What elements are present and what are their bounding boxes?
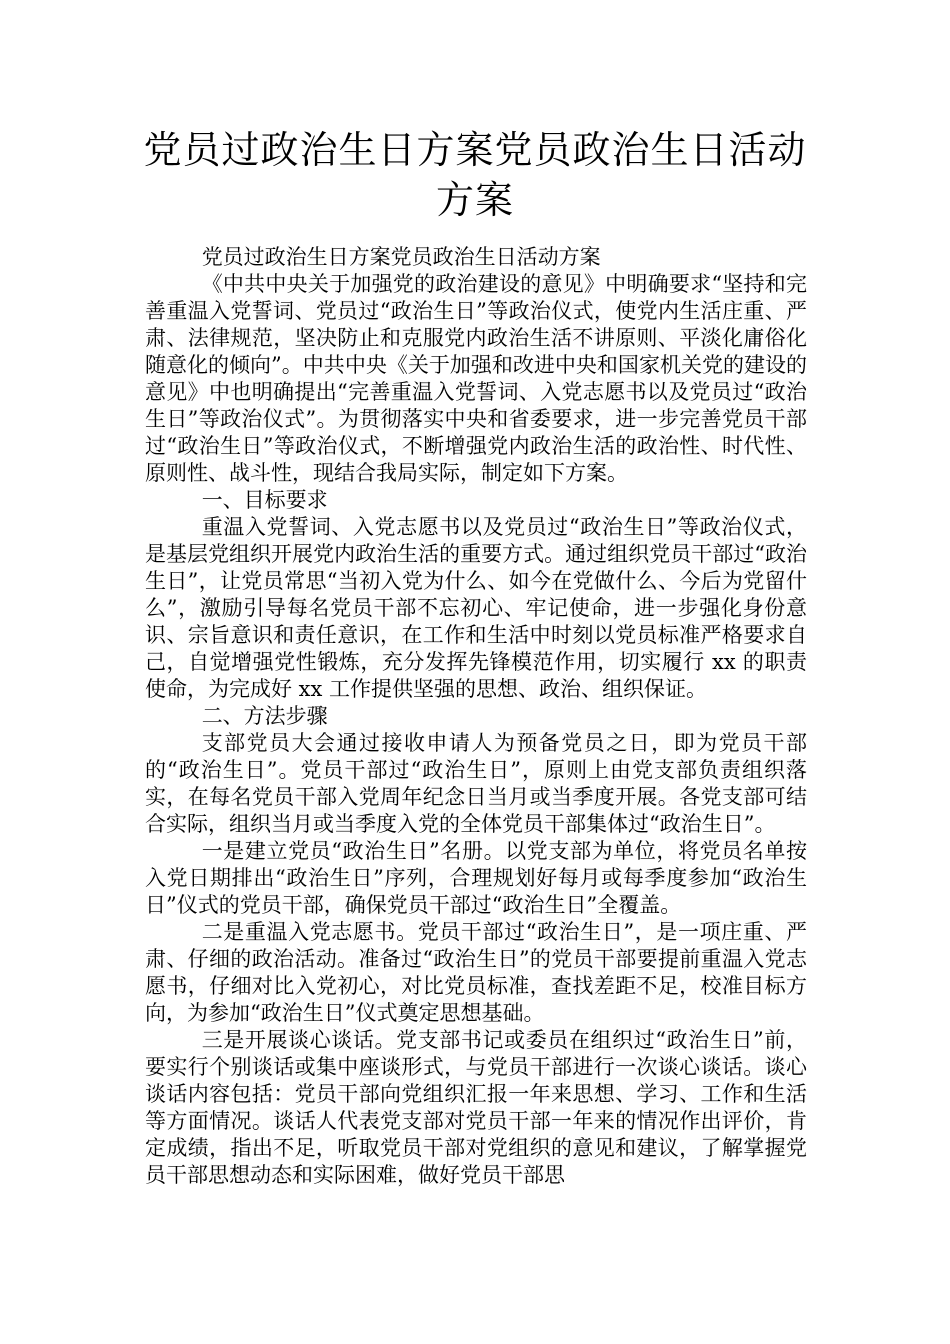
paragraph-step-one: 一是建立党员“政治生日”名册。以党支部为单位，将党员名单按入党日期排出“政治生日”序列，合理规划好每月或每季度参加“政治生日”仪式的党员干部，确保党员干部过“政治生日”全覆盖。 xyxy=(145,839,807,917)
paragraph-step-three: 三是开展谈心谈话。党支部书记或委员在组织过“政治生日”前，要实行个别谈话或集中座谈形式，与党员干部进行一次谈心谈话。谈心谈话内容包括：党员干部向党组织汇报一年来思想、学习、工作和生活等方面情况。谈话人代表党支部对党员干部一年来的情况作出评价，肯定成绩，指出不足，听取党员干部对党组织的意见和建议，了解掌握党员干部思想动态和实际困难，做好党员干部思 xyxy=(145,1028,807,1187)
document-title: 党员过政治生日方案党员政治生日活动方案 xyxy=(143,128,807,222)
paragraph-intro: 《中共中央关于加强党的政治建设的意见》中明确要求“坚持和完善重温入党誓词、党员过“政治生日”等政治仪式，使党内生活庄重、严肃、法律规范，坚决防止和克服党内政治生活不讲原则、平淡化庸俗化随意化的倾向”。中共中央《关于加强和改进中央和国家机关党的建设的意见》中也明确提出“完善重温入党誓词、入党志愿书以及党员过“政治生日”等政治仪式”。为贯彻落实中央和省委要求，进一步完善党员干部过“政治生日”等政治仪式，不断增强党内政治生活的政治性、时代性、原则性、战斗性，现结合我局实际，制定如下方案。 xyxy=(145,272,807,485)
paragraph-methods: 支部党员大会通过接收申请人为预备党员之日，即为党员干部的“政治生日”。党员干部过“政治生日”，原则上由党支部负责组织落实，在每名党员干部入党周年纪念日当月或当季度开展。各党支部可结合实际，组织当月或当季度入党的全体党员干部集体过“政治生日”。 xyxy=(145,731,807,836)
section-heading-methods: 二、方法步骤 xyxy=(201,704,328,728)
section-heading-goals: 一、目标要求 xyxy=(201,488,328,512)
paragraph-goals: 重温入党誓词、入党志愿书以及党员过“政治生日”等政治仪式，是基层党组织开展党内政治生活的重要方式。通过组织党员干部过“政治生日”，让党员常思“当初入党为什么、如今在党做什么、今后为党留什么”，激励引导每名党员干部不忘初心、牢记使命，进一步强化身份意识、宗旨意识和责任意识，在工作和生活中时刻以党员标准严格要求自己，自觉增强党性锻炼，充分发挥先锋模范作用，切实履行 xx 的职责使命，为完成好 xx 工作提供坚强的思想、政治、组织保证。 xyxy=(145,515,807,701)
document-body xyxy=(145,244,807,1189)
paragraph-subtitle: 党员过政治生日方案党员政治生日活动方案 xyxy=(201,245,601,269)
paragraph-step-two: 二是重温入党志愿书。党员干部过“政治生日”，是一项庄重、严肃、仔细的政治活动。准备过“政治生日”的党员干部要提前重温入党志愿书，仔细对比入党初心，对比党员标准，查找差距不足，校准目标方向，为参加“政治生日”仪式奠定思想基础。 xyxy=(145,920,807,1025)
